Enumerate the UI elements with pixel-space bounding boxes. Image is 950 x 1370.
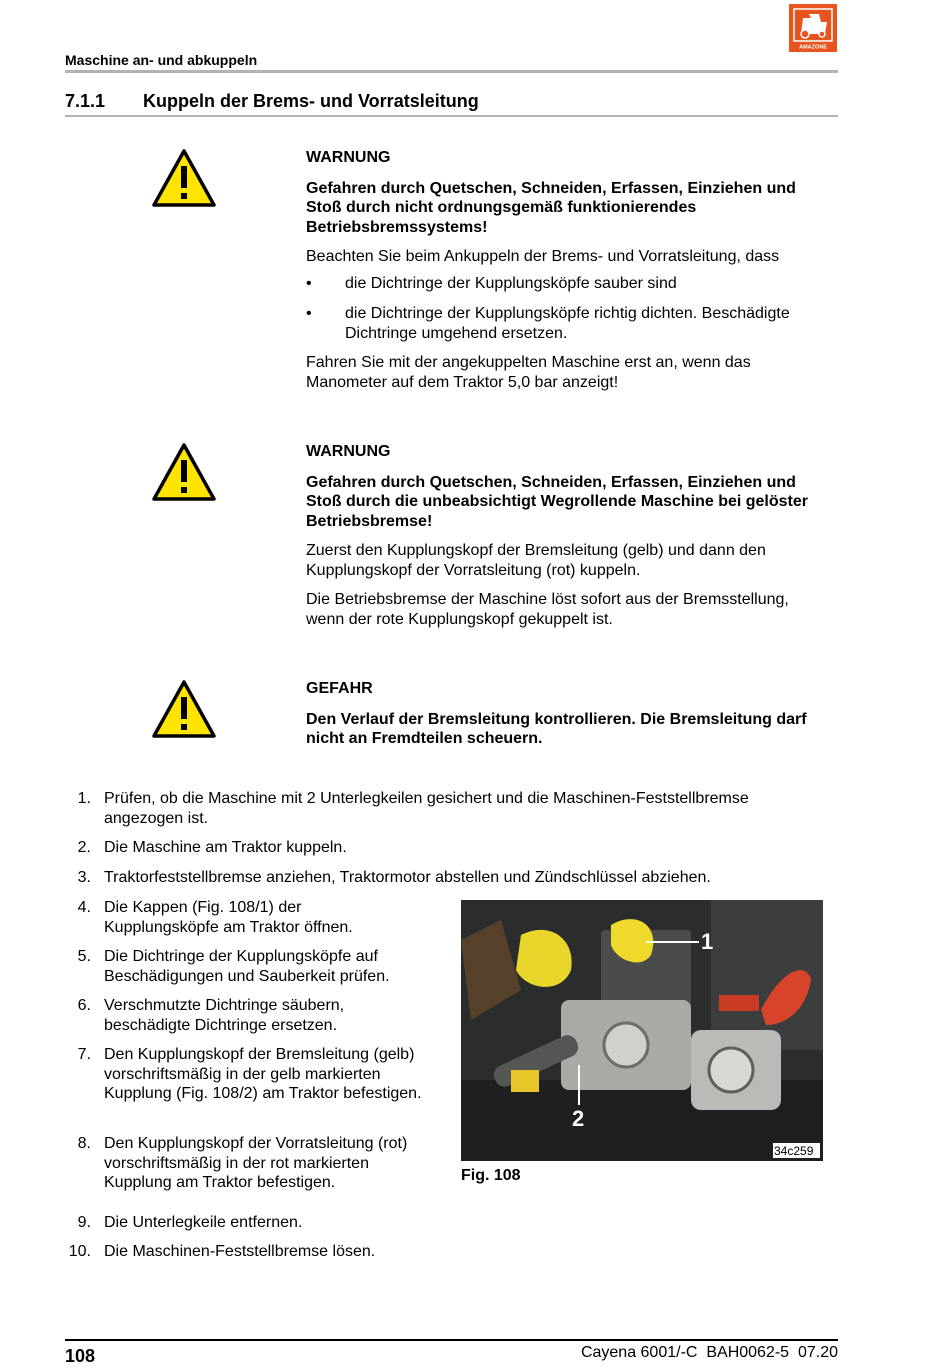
section-title: Kuppeln der Brems- und Vorratsleitung [143, 91, 479, 111]
bullet-icon: • [306, 305, 312, 322]
document-reference: Cayena 6001/-C BAH0062-5 07.20 [580, 1344, 838, 1361]
section-rule [65, 115, 838, 117]
logo-text: AMAZONE [799, 44, 827, 51]
danger-headline: Den Verlauf der Bremsleitung kontrollieren. Die Bremsleitung darf nicht an Fremdteilen scheuern. [306, 710, 807, 747]
warning-label: WARNUNG [306, 443, 391, 460]
figure-code: 34c259 [774, 1144, 814, 1158]
bullet-item: • die Dichtringe der Kupplungsköpfe richtig dichten. Beschädigte Dichtringe umgehend ersetzen. [306, 305, 790, 342]
danger-label: GEFAHR [306, 680, 373, 697]
step-item: 3. Traktorfeststellbremse anziehen, Traktormotor abstellen und Zündschlüssel abziehen. [77, 869, 711, 886]
warning-paragraph: Die Betriebsbremse der Maschine löst sofort aus der Bremsstellung, wenn der rote Kupplungskopf gekuppelt ist. [306, 591, 789, 628]
warning-label: WARNUNG [306, 149, 391, 166]
page-number: 108 [65, 1346, 96, 1366]
warning-paragraph: Zuerst den Kupplungskopf der Bremsleitung (gelb) und dann den Kupplungskopf der Vorratsleitung (rot) kuppeln. [306, 542, 766, 579]
step-item: 5. Die Dichtringe der Kupplungsköpfe auf Beschädigungen und Sauberkeit prüfen. [77, 948, 390, 985]
warning-headline: Gefahren durch Quetschen, Schneiden, Erfassen, Einziehen und Stoß durch die unbeabsichtigt Wegrollende Maschine bei gelöster Betriebsbremse! [306, 473, 808, 530]
step-item: 8. Den Kupplungskopf der Vorratsleitung (rot) vorschriftsmäßig in der rot markierten Kupplung am Traktor befestigen. [77, 1135, 408, 1191]
header-rule [65, 70, 838, 73]
callout-1: 1 [701, 929, 714, 954]
step-item: 10. Die Maschinen-Feststellbremse lösen. [68, 1243, 376, 1260]
figure-photo [461, 900, 823, 1161]
footer-rule [65, 1339, 838, 1341]
bullet-item: • die Dichtringe der Kupplungsköpfe sauber sind [306, 274, 677, 292]
amazone-logo [789, 4, 837, 52]
step-item: 7. Den Kupplungskopf der Bremsleitung (gelb) vorschriftsmäßig in der gelb markierten Kupplung (Fig. 108/2) am Traktor befestigen. [77, 1046, 422, 1102]
step-item: 2. Die Maschine am Traktor kuppeln. [77, 839, 347, 856]
bullet-icon: • [306, 274, 312, 292]
step-item: 1. Prüfen, ob die Maschine mit 2 Unterlegkeilen gesichert und die Maschinen-Feststellbremse angezogen ist. [77, 790, 749, 827]
warning-triangle-icon [151, 148, 217, 208]
danger-triangle-icon [151, 679, 217, 739]
figure-caption: Fig. 108 [461, 1167, 521, 1184]
warning-headline: Gefahren durch Quetschen, Schneiden, Erfassen, Einziehen und Stoß durch nicht ordnungsgemäß funktionierendes Betriebsbremssystems! [306, 179, 796, 236]
step-item: 6. Verschmutzte Dichtringe säubern, beschädigte Dichtringe ersetzen. [77, 997, 345, 1034]
warning-block-2 [306, 442, 826, 629]
running-header: Maschine an- und abkuppeln [65, 52, 258, 68]
danger-block [306, 679, 826, 749]
callout-2: 2 [572, 1106, 585, 1131]
step-item: 4. Die Kappen (Fig. 108/1) der Kupplungsköpfe am Traktor öffnen. [77, 899, 353, 936]
section-number: 7.1.1 [65, 91, 106, 111]
warning-note: Fahren Sie mit der angekuppelten Maschine erst an, wenn das Manometer auf dem Traktor 5,0 bar anzeigt! [306, 354, 751, 391]
step-item: 9. Die Unterlegkeile entfernen. [77, 1214, 303, 1231]
warning-intro: Beachten Sie beim Ankuppeln der Brems- und Vorratsleitung, dass [306, 248, 780, 265]
warning-block-1 [306, 148, 826, 392]
warning-triangle-icon [151, 442, 217, 502]
